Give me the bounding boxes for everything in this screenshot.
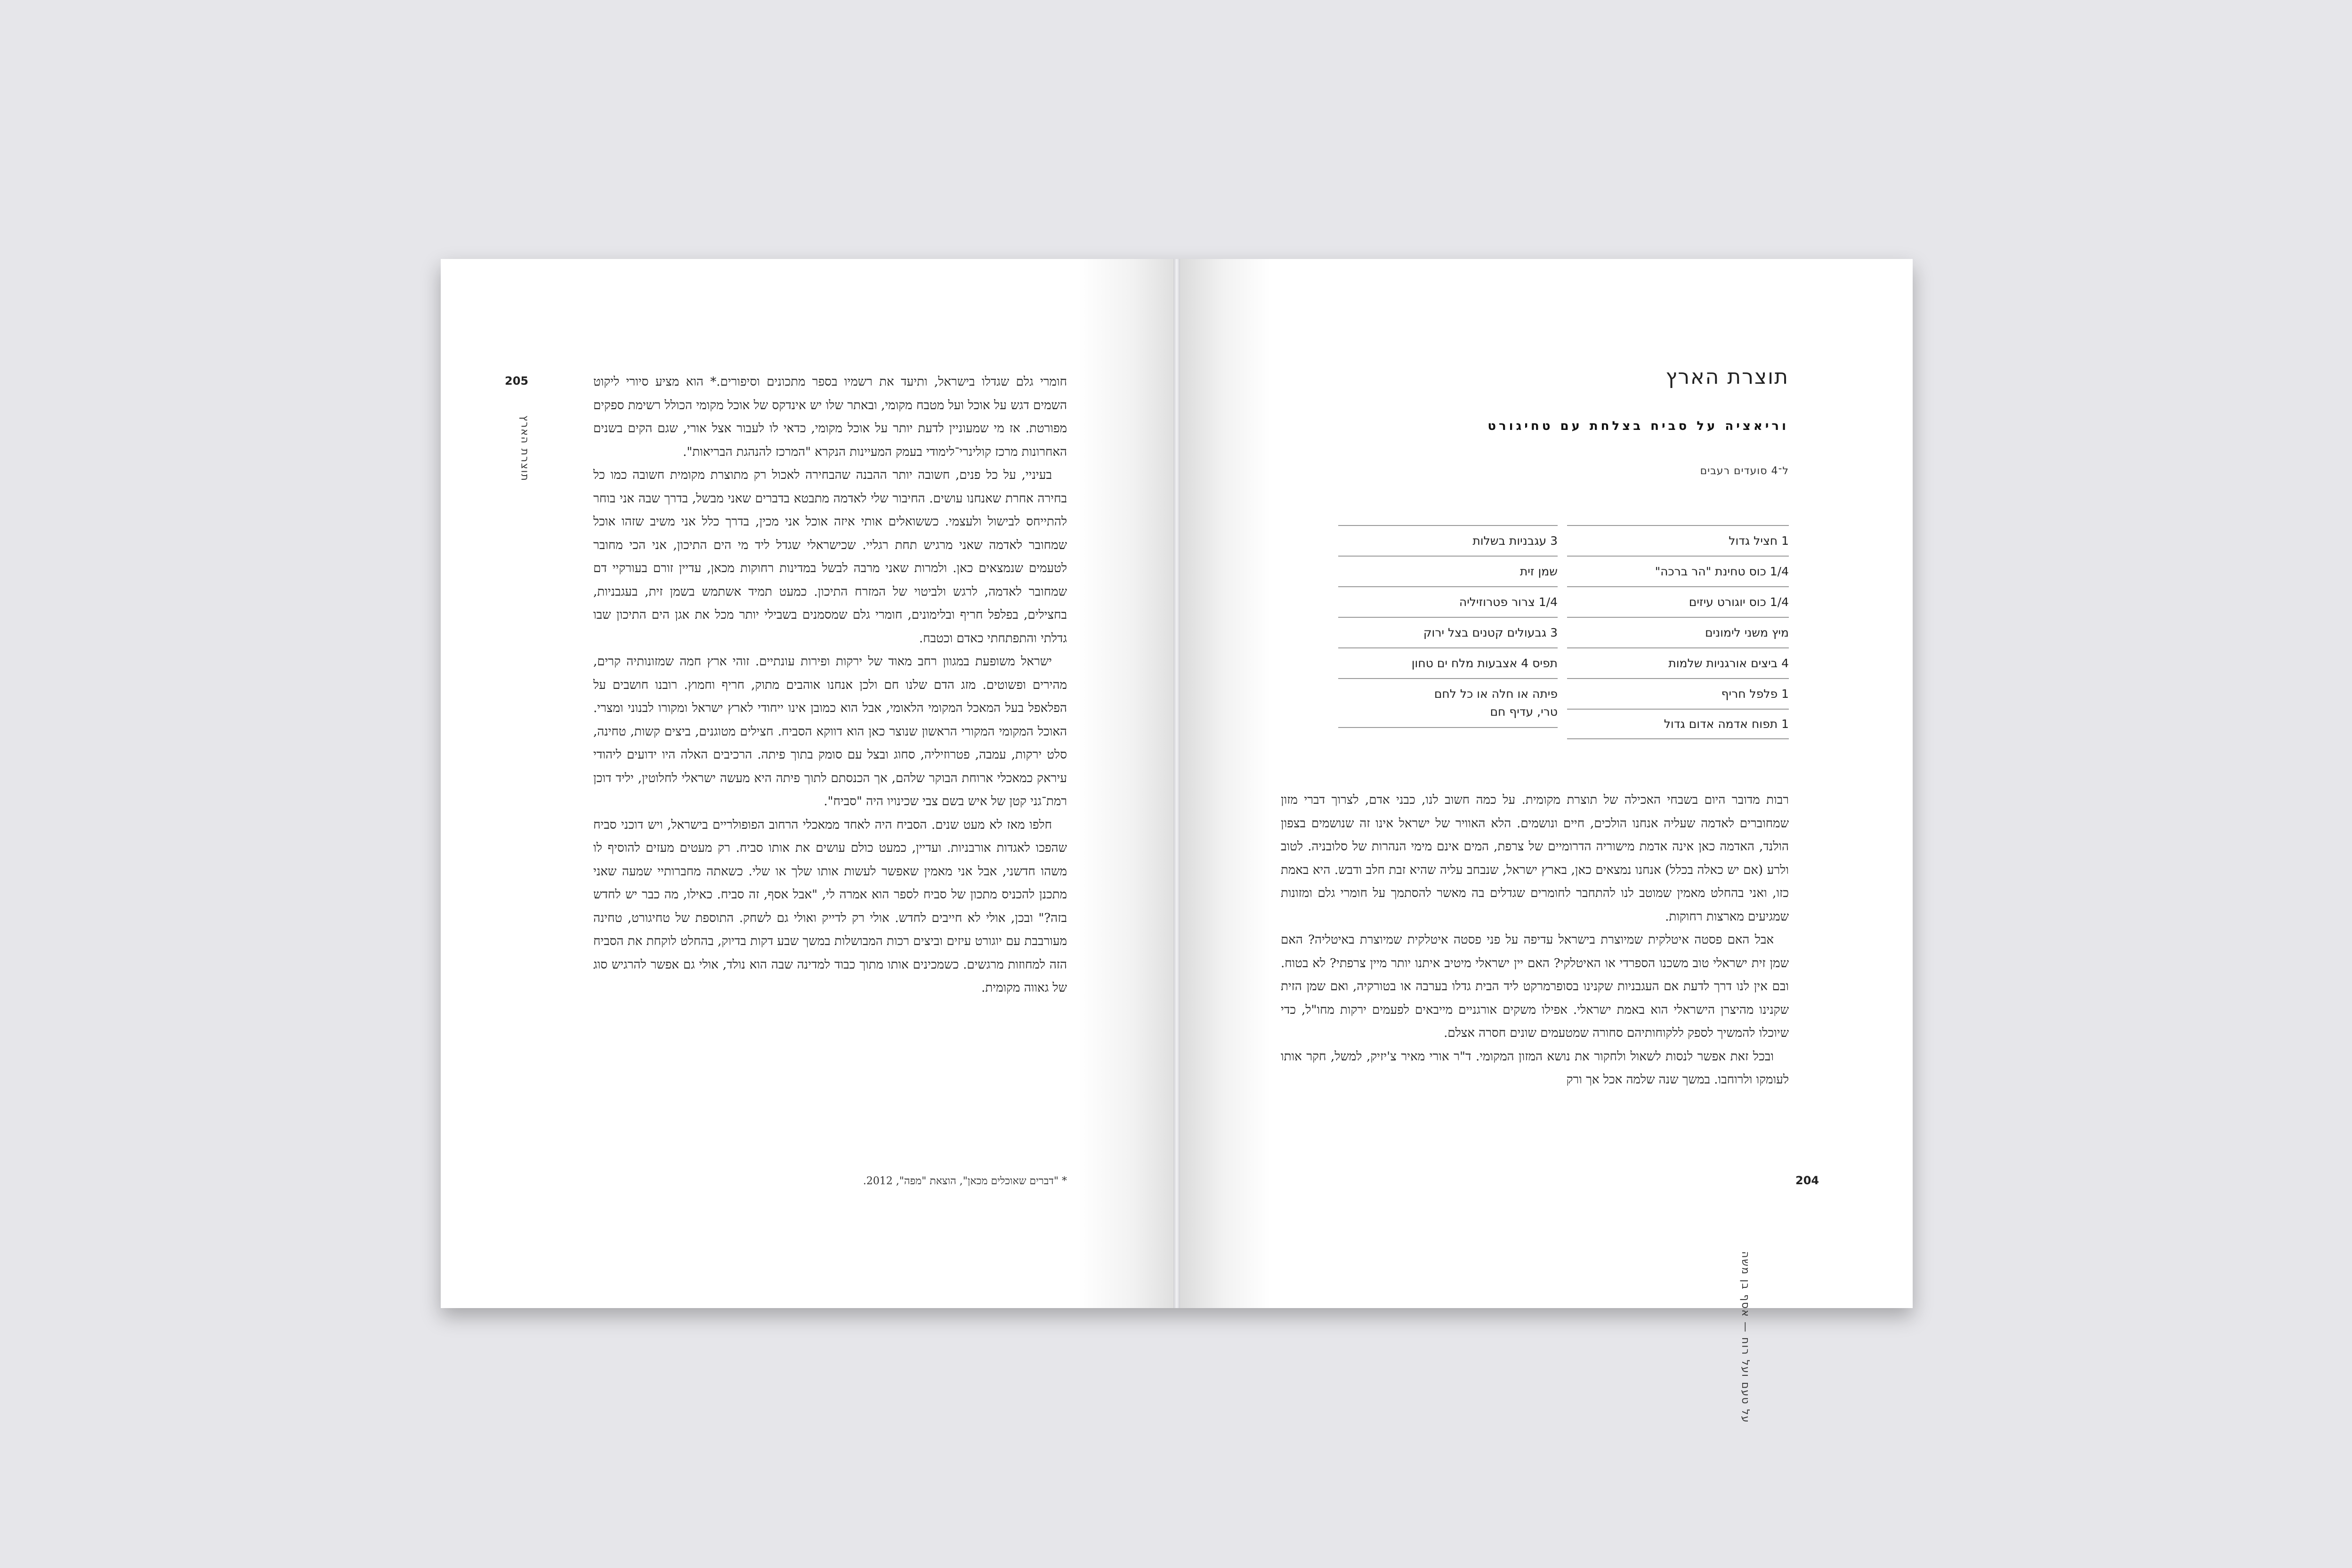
paragraph: אבל האם פסטה איטלקית שמיוצרת בישראל עדיפה על פני פסטה איטלקית שמיוצרת באיטליה? האם שמן זית ישראלי טוב משכנו הספרדי או האיטלקי? האם יין ישראלי מיטיב איתנו יותר מיין צרפתי? לא בטוח. ובם אין לנו דרך לדעת אם העגבניות שקנינו בסופרמרקט ליד הבית גדלו בערבה או בטורקיה, ואם שמן הזית שקנינו מהיצרן הישראלי הוא באמת ישראלי. אפילו משקים אורגניים מייבאים לפעמים ירקות מחו"ל, כדי שיוכלו להמשיך לספק ללקוחותיהם סחורה שמטעמים שונים חסרה אצלם.	[1281, 933, 1789, 1040]
ingredients-column-2	[1338, 525, 1558, 728]
ingredient-row: 1/4 צרור פטרוזיליה	[1338, 586, 1558, 617]
gutter-shadow-right	[1177, 259, 1271, 1308]
gutter-shadow-left	[1078, 259, 1177, 1308]
ingredients-column-1	[1567, 525, 1789, 739]
chapter-title: תוצרת הארץ	[1665, 365, 1789, 389]
left-page	[441, 259, 1177, 1308]
page-number-right: 204	[1795, 1174, 1819, 1187]
ingredient-row: 3 עגבניות בשלות	[1338, 525, 1558, 556]
footnote: * "דברים שאוכלים מכאן", הוצאת "מפה", 2012.	[863, 1175, 1067, 1187]
open-book	[441, 259, 1913, 1423]
running-head-left: תוצרת הארץ	[518, 415, 531, 482]
recipe-title: וריאציה על סביח בצלחת עם טחיגורט	[1487, 419, 1789, 433]
ingredient-row: 3 גבעולים קטנים בצל ירוק	[1338, 617, 1558, 647]
ingredient-row: תפיס 4 אצבעות מלח ים טחון	[1338, 647, 1558, 678]
ingredient-row: 1 פלפל חריף	[1567, 678, 1789, 709]
ingredient-row: 1 תפוח אדמה אדום גדול	[1567, 709, 1789, 739]
paragraph: ישראל משופעת במגוון רחב מאוד של ירקות ופירות עונתיים. זוהי ארץ חמה שמזונותיה קרים, מהירים ופשוטים. מזג הדם שלנו חם ולכן אנחנו אוהבים מתוק, חריף וחמוץ. רובנו חושבים על הפלאפל בעל המאכל המקומי הלאומי, אבל הוא כמובן אינו ייחודי לארץ ישראל ומקורו לבנוני ומצרי. האוכל המקומי המקורי הראשון שנוצר כאן הוא דווקא הסביח. חצילים מטוגנים, ביצים קשות, טחינה, סלט ירקות, עמבה, פטרוזיליה, סחוג ובצל עם סומק בתוך פיתה. הרכיבים האלה היו ידועים ליהודי עיראק כמאכלי ארוחת הבוקר שלהם, אך הכנסתם לתוך פיתה היא מעשה ישראלי לחלוטין, יליד דוכן רמת־גני קטן של איש בשם צבי שכינויו היה "סביח".	[593, 655, 1067, 808]
paragraph: רבות מדובר היום בשבחי האכילה של תוצרת מקומית. על כמה חשוב לנו, כבני אדם, לצרוך דברי מזון שמחוברים לאדמה שעליה אנחנו הולכים, חיים ונושמים. הלא האוויר של ישראל אינו זה שנושמים בצפון הולנד, האדמה כאן אינה אדמת מישוריה הדרומיים של צרפת, המים אינם מימי הנהרות של סלובניה. לטוב ולרע (אם יש כאלה בכלל) אנחנו נמצאים כאן, בארץ ישראל, שנבחב עליה שהיא זבת חלב ודבש. היא באמת כזו, ואני בהחלט מאמין שמוטב לנו להתחבר לחומרים שגדלים בה מאשר להסתמך על חומרי גלם ומזונות שמגיעים מארצות רחוקות.	[1281, 793, 1789, 924]
ingredient-row: 1 חציל גדול	[1567, 525, 1789, 556]
book-spine	[1173, 259, 1180, 1308]
ingredient-row: 1/4 כוס טחינת "הר ברכה"	[1567, 556, 1789, 586]
paragraph: בעיניי, על כל פנים, חשובה יותר ההבנה שהבחירה לאכול רק מתוצרת מקומית חשובה כמו כל בחירה אחרת שאנחנו עושים. החיבור שלי לאדמה מתבטא בדברים שאני מבשל, בדרך שבה אני בוחר להתייחס לבישול ולעצמי. כששואלים אותי איזה אוכל אני מכין, בדרך כלל אני משיב שזהו אוכל שמחובר לאדמה שאני מרגיש תחת רגליי. שכישראלי שגדל ליד מי הים התיכון, אני הכי מחובר לטעמים שנמצאים כאן. ולמרות שאני מרבה לבשל במדינות רחוקות מכאן, עדיין זורם בעורקיי דם שמחובר לאדמה, לרגש ולביטוי של המזרח התיכון. כמעט תמיד אשתמש בשמן זית, בעגבניות, בחצילים, בפלפל חריף ובלימונים, חומרי גלם שמסמנים בשבילי יותר מכל את אגן הים התיכון שבו גדלתי והתפתחתי כאדם וכטבח.	[593, 468, 1067, 646]
ingredient-row: שמן זית	[1338, 556, 1558, 586]
recipe-servings: ל־4 סועדים רעבים	[1700, 465, 1789, 477]
right-page	[1177, 259, 1913, 1423]
page-number-left: 205	[505, 374, 529, 388]
ingredient-row: 4 ביצים אורגניות שלמות	[1567, 647, 1789, 678]
ingredient-row: מיץ משני לימונים	[1567, 617, 1789, 647]
paragraph: חלפו מאז לא מעט שנים. הסביח היה לאחד ממאכלי הרחוב הפופולריים בישראל, ויש דוכני סביח שהפכו לאגדות אורבניות. ועדיין, כמעט כולם עושים את אותו סביח. רק מעטים מעזים להוסיף לו משהו חדשני, אבל אני מאמין שאפשר לעשות אותו שלך או שלי. כשאתה מחברותיי שמעה שאני מתכנן להכניס מתכון של סביח לספר הוא אמרה לי, "אבל אסף, זה סביח. כאילו, מה כבר יש לחדש בזה?" ובכן, אולי לא חייבים לחדש. אולי רק לדייק ואולי גם לשחק. התוספת של טחיגורט, טחינה מעורבבת עם יוגורט עיזים וביצים רכות המבושלות במשך שבע דקות בדיוק, בהחלט לוקחת את הסביח הזה למחוזות מרגשים. כשמכינים אותו מתוך כבוד למדינה שבה הוא נולד, אולי גם אפשר להרגיש סוג של גאווה מקומית.	[593, 817, 1067, 995]
right-body-text	[1281, 789, 1789, 1092]
left-body-text	[593, 371, 1067, 1000]
ingredient-row: פיתה או חלה או כל לחם טרי, עדיף חם	[1338, 678, 1558, 728]
ingredient-row: 1/4 כוס יוגורט עיזים	[1567, 586, 1789, 617]
paragraph: חומרי גלם שגדלו בישראל, ותיעד את רשמיו בספר מתכונים וסיפורים.* הוא מציע סיורי ליקוט השמים דגש על אוכל ועל מטבח מקומי, ובאתר שלו יש אינדקס של אוכל מקומי הכולל רשימת ספקים מפורטת. אז מי שמעוניין לדעת יותר על אוכל מקומי, כדאי לו לעבור אצל אורי, שגם הקים בשנים האחרונות מרכז קולינרי־לימודי בעמק המעיינות הנקרא "המרכז להנהגת הבריאות".	[593, 375, 1067, 459]
running-head-right: על טעם ועל רוח — אסף בן משה	[1739, 1251, 1751, 1423]
paragraph: ובכל זאת אפשר לנסות לשאול ולחקור את נושא המזון המקומי. ד"ר אורי מאיר צ'יזיק, למשל, חקר אותו לעומקו ולרוחבו. במשך שנה שלמה אכל אך ורק	[1281, 1049, 1789, 1087]
